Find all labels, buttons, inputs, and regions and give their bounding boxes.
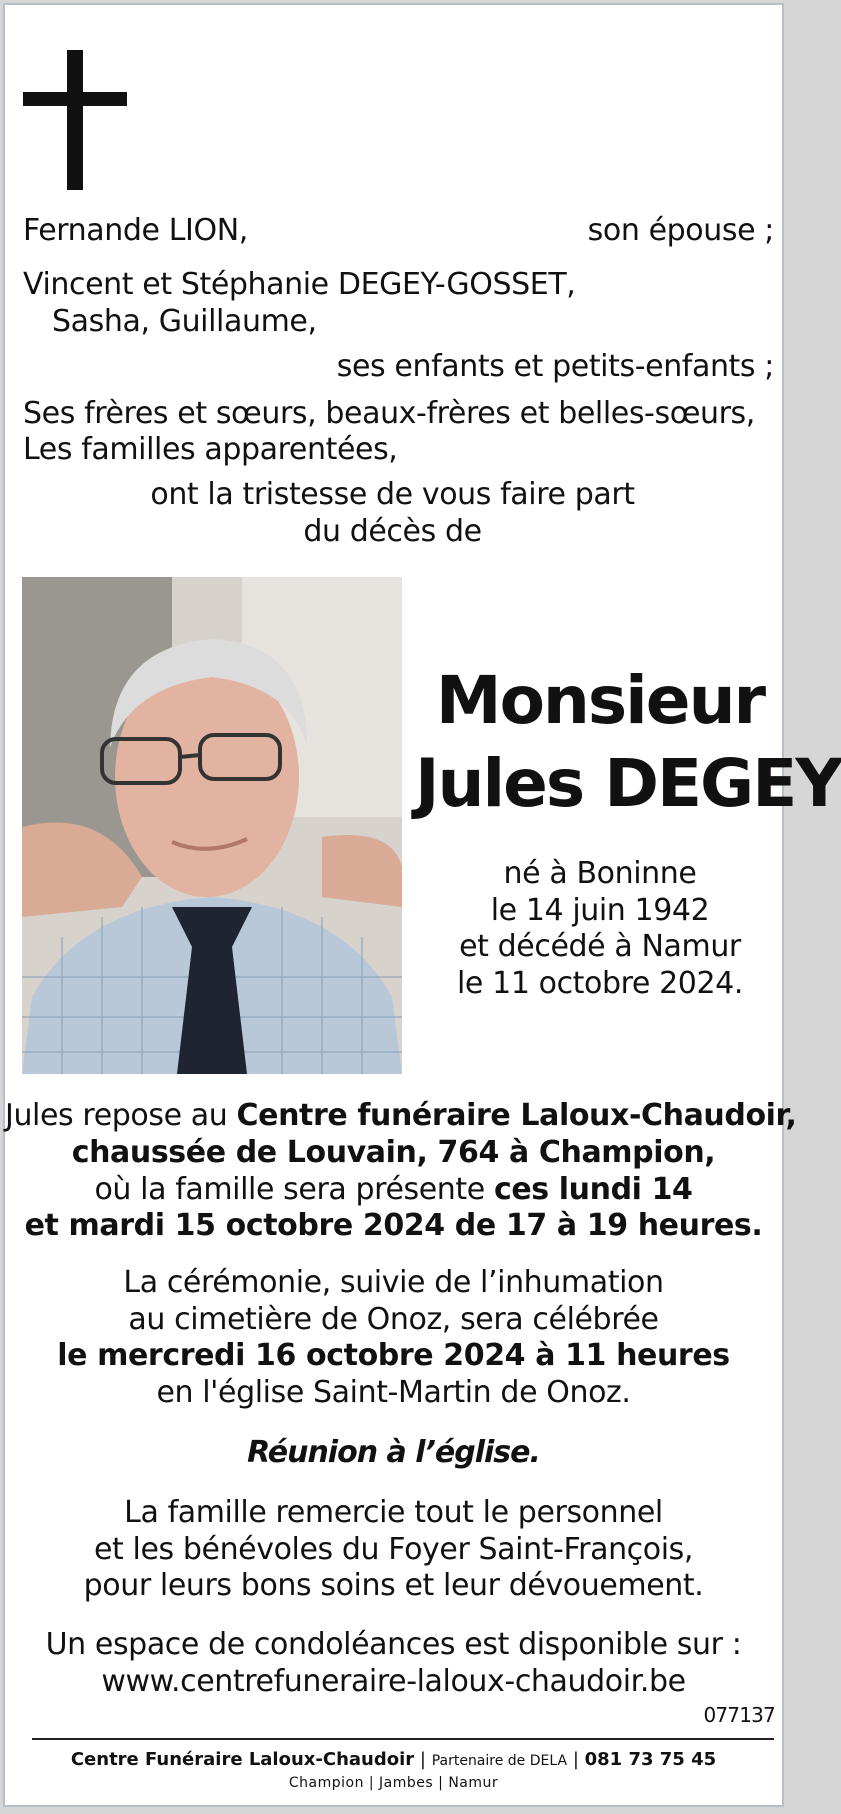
ceremony-datetime: le mercredi 16 octobre 2024 à 11 heures [57, 1338, 730, 1373]
born-date: le 14 juin 1942 [490, 893, 710, 928]
obituary-page [3, 3, 841, 1807]
thanks-line-2: et les bénévoles du Foyer Saint-François, [93, 1532, 694, 1567]
thanks-line-1: La famille remercie tout le personnel [124, 1495, 663, 1530]
siblings-line: Ses frères et sœurs, beaux-frères et belles-sœurs, [23, 396, 755, 431]
ceremony-church: en l'église Saint-Martin de Onoz. [156, 1375, 631, 1410]
reference-number: 077137 [703, 1703, 775, 1727]
visitation-line-1 [5, 1098, 797, 1134]
spouse-name: Fernande LION, [23, 213, 248, 248]
deceased-title: Monsieur [435, 662, 765, 739]
born-place: né à Boninne [503, 856, 697, 891]
spouse-relation: son épouse ; [587, 213, 774, 248]
died-date: le 11 octobre 2024. [457, 966, 743, 1001]
footer-partner: Partenaire de DELA [431, 1753, 568, 1769]
ceremony-line-1: La cérémonie, suivie de l’inhumation [123, 1265, 664, 1300]
announce-line-2: du décès de [303, 514, 482, 549]
footer-phone: 081 73 75 45 [584, 1749, 717, 1770]
portrait-illustration [22, 577, 402, 1074]
visitation-line-3 [5, 1172, 782, 1208]
deceased-name: Jules DEGEY [415, 745, 841, 822]
children-relation: ses enfants et petits-enfants ; [336, 349, 774, 384]
children-line-2: Sasha, Guillaume, [52, 304, 317, 339]
relatives-line: Les familles apparentées, [23, 432, 398, 467]
portrait-photo [22, 577, 402, 1074]
ceremony-line-2: au cimetière de Onoz, sera célébrée [128, 1302, 659, 1337]
footer-locations: Champion | Jambes | Namur [288, 1775, 499, 1791]
died-place: et décédé à Namur [459, 929, 741, 964]
meeting-note: Réunion à l’église. [247, 1435, 540, 1470]
cross-icon [23, 50, 127, 190]
visitation-hours: et mardi 15 octobre 2024 de 17 à 19 heures. [24, 1208, 763, 1243]
children-line-1: Vincent et Stéphanie DEGEY-GOSSET, [23, 267, 576, 302]
thanks-line-3: pour leurs bons soins et leur dévouement. [83, 1568, 704, 1603]
visitation-days: ces lundi 14 [493, 1172, 693, 1207]
visitation-address: chaussée de Louvain, 764 à Champion, [71, 1135, 716, 1170]
visitation-text: Jules repose au [5, 1098, 237, 1133]
footer-divider [32, 1738, 774, 1740]
visitation-presence: où la famille sera présente [94, 1172, 494, 1207]
funeral-center-name: Centre funéraire Laloux-Chaudoir, [236, 1098, 797, 1133]
announce-line-1: ont la tristesse de vous faire part [150, 477, 635, 512]
footer-line: Centre Funéraire Laloux-Chaudoir | Partenaire de DELA | 081 73 75 45 [70, 1749, 717, 1770]
condolences-url[interactable]: www.centrefuneraire-laloux-chaudoir.be [101, 1664, 686, 1699]
condolences-line: Un espace de condoléances est disponible sur : [45, 1627, 742, 1662]
footer-company: Centre Funéraire Laloux-Chaudoir [70, 1749, 415, 1770]
